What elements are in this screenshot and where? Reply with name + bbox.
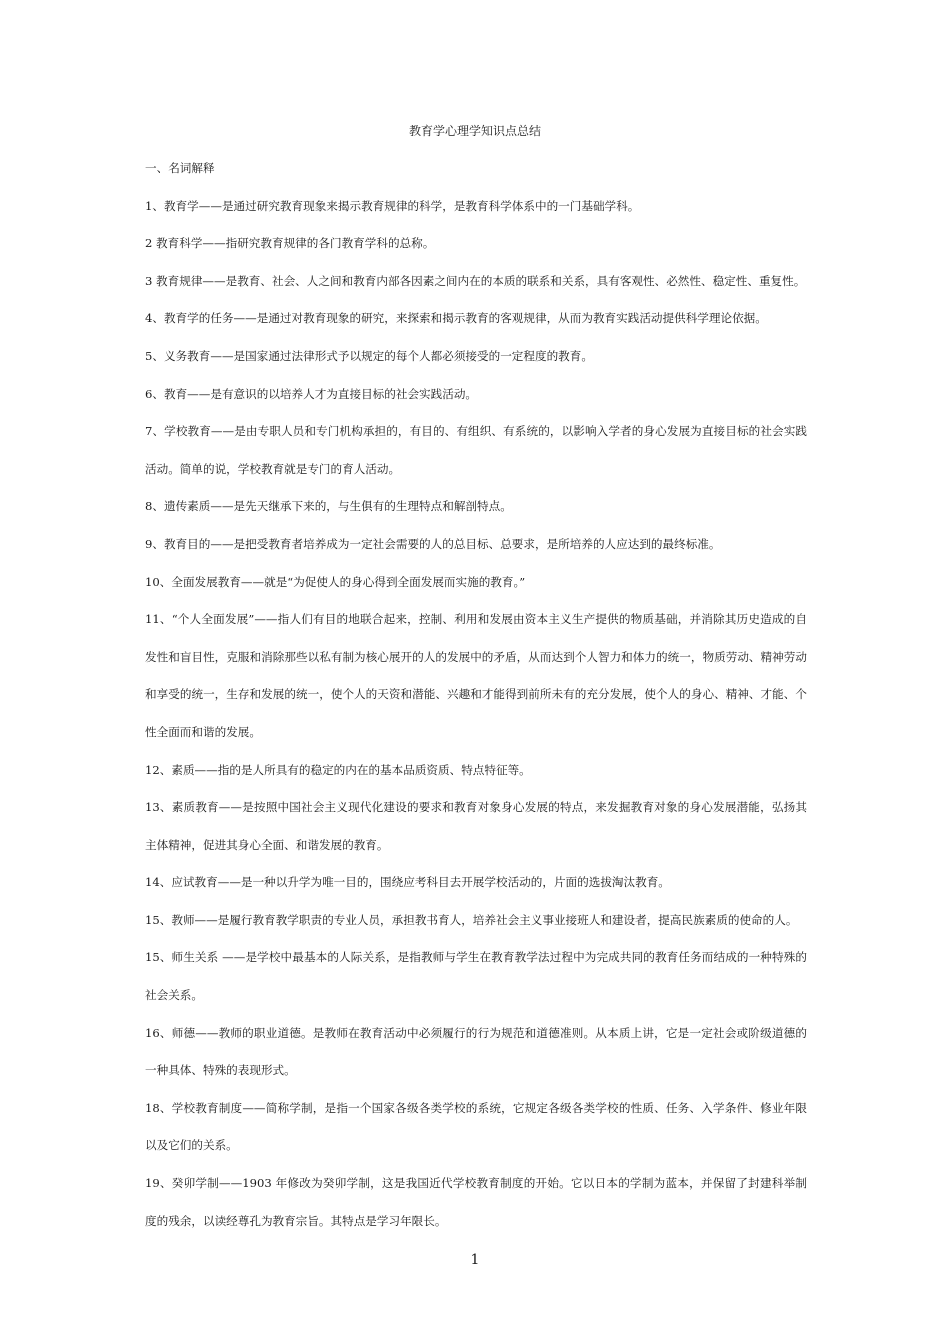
document-body bbox=[145, 150, 807, 1240]
paragraph-18: 18、学校教育制度——简称学制，是指一个国家各级各类学校的系统，它规定各级各类学校的性质、任务、入学条件、修业年限以及它们的关系。 bbox=[145, 1100, 807, 1153]
paragraph-2: 2 教育科学——指研究教育规律的各门教育学科的总称。 bbox=[145, 236, 435, 251]
page-number: 1 bbox=[470, 1252, 480, 1268]
paragraph-5: 5、义务教育——是国家通过法律形式予以规定的每个人都必须接受的一定程度的教育。 bbox=[145, 348, 593, 363]
paragraph-15: 15、教师——是履行教育教学职责的专业人员，承担教书育人，培养社会主义事业接班人和建设者，提高民族素质的使命的人。 bbox=[145, 912, 798, 927]
paragraph-11: 11、“个人全面发展”——指人们有目的地联合起来，控制、利用和发展由资本主义生产提供的物质基础，并消除其历史造成的自发性和盲目性，克服和消除那些以私有制为核心展开的人的发展中的矛盾，从而达到个人智力和体力的统一，物质劳动、精神劳动和享受的统一，生存和发展的统一，使个人的天资和潜能、兴趣和才能得到前所未有的充分发展，使个人的身心、精神、才能、个性全面而和谐的发展。 bbox=[145, 612, 807, 739]
paragraph-12: 12、素质——指的是人所具有的稳定的内在的基本品质资质、特点特征等。 bbox=[145, 762, 531, 777]
paragraph-8: 8、遗传素质——是先天继承下来的，与生俱有的生理特点和解剖特点。 bbox=[145, 499, 512, 514]
paragraph-17: 16、师德——教师的职业道德。是教师在教育活动中必须履行的行为规范和道德准则。从本质上讲，它是一定社会或阶级道德的一种具体、特殊的表现形式。 bbox=[145, 1025, 807, 1078]
paragraph-19: 19、癸卯学制——1903 年修改为癸卯学制，这是我国近代学校教育制度的开始。它以日本的学制为蓝本，并保留了封建科举制度的残余，以读经尊孔为教育宗旨。其特点是学习年限长。 bbox=[145, 1176, 807, 1228]
paragraph-3: 3 教育规律——是教育、社会、人之间和教育内部各因素之间内在的本质的联系和关系，具有客观性、必然性、稳定性、重复性。 bbox=[145, 273, 806, 288]
paragraph-4: 4、教育学的任务——是通过对教育现象的研究，来探索和揭示教育的客观规律，从而为教育实践活动提供科学理论依据。 bbox=[145, 311, 767, 326]
paragraph-7: 7、学校教育——是由专职人员和专门机构承担的，有目的、有组织、有系统的，以影响入学者的身心发展为直接目标的社会实践活动。简单的说，学校教育就是专门的育人活动。 bbox=[145, 424, 807, 476]
paragraph-10: 10、全面发展教育——就是“为促使人的身心得到全面发展而实施的教育。” bbox=[145, 574, 526, 589]
paragraph-14: 14、应试教育——是一种以升学为唯一目的，围绕应考科目去开展学校活动的，片面的选拔淘汰教育。 bbox=[145, 875, 670, 890]
document-title: 教育学心理学知识点总结 bbox=[408, 124, 541, 138]
paragraph-6: 6、教育——是有意识的以培养人才为直接目标的社会实践活动。 bbox=[145, 386, 478, 401]
paragraph-1: 1、教育学——是通过研究教育现象来揭示教育规律的科学，是教育科学体系中的一门基础学科。 bbox=[145, 198, 640, 213]
section-heading: 一、名词解释 bbox=[145, 161, 215, 175]
paragraph-13: 13、素质教育——是按照中国社会主义现代化建设的要求和教育对象身心发展的特点，来发掘教育对象的身心发展潜能，弘扬其主体精神，促进其身心全面、和谐发展的教育。 bbox=[145, 800, 807, 852]
paragraph-9: 9、教育目的——是把受教育者培养成为一定社会需要的人的总目标、总要求，是所培养的人应达到的最终标准。 bbox=[145, 536, 721, 551]
paragraph-16: 15、师生关系 ——是学校中最基本的人际关系，是指教师与学生在教育教学法过程中为完成共同的教育任务而结成的一种特殊的社会关系。 bbox=[145, 950, 807, 1003]
